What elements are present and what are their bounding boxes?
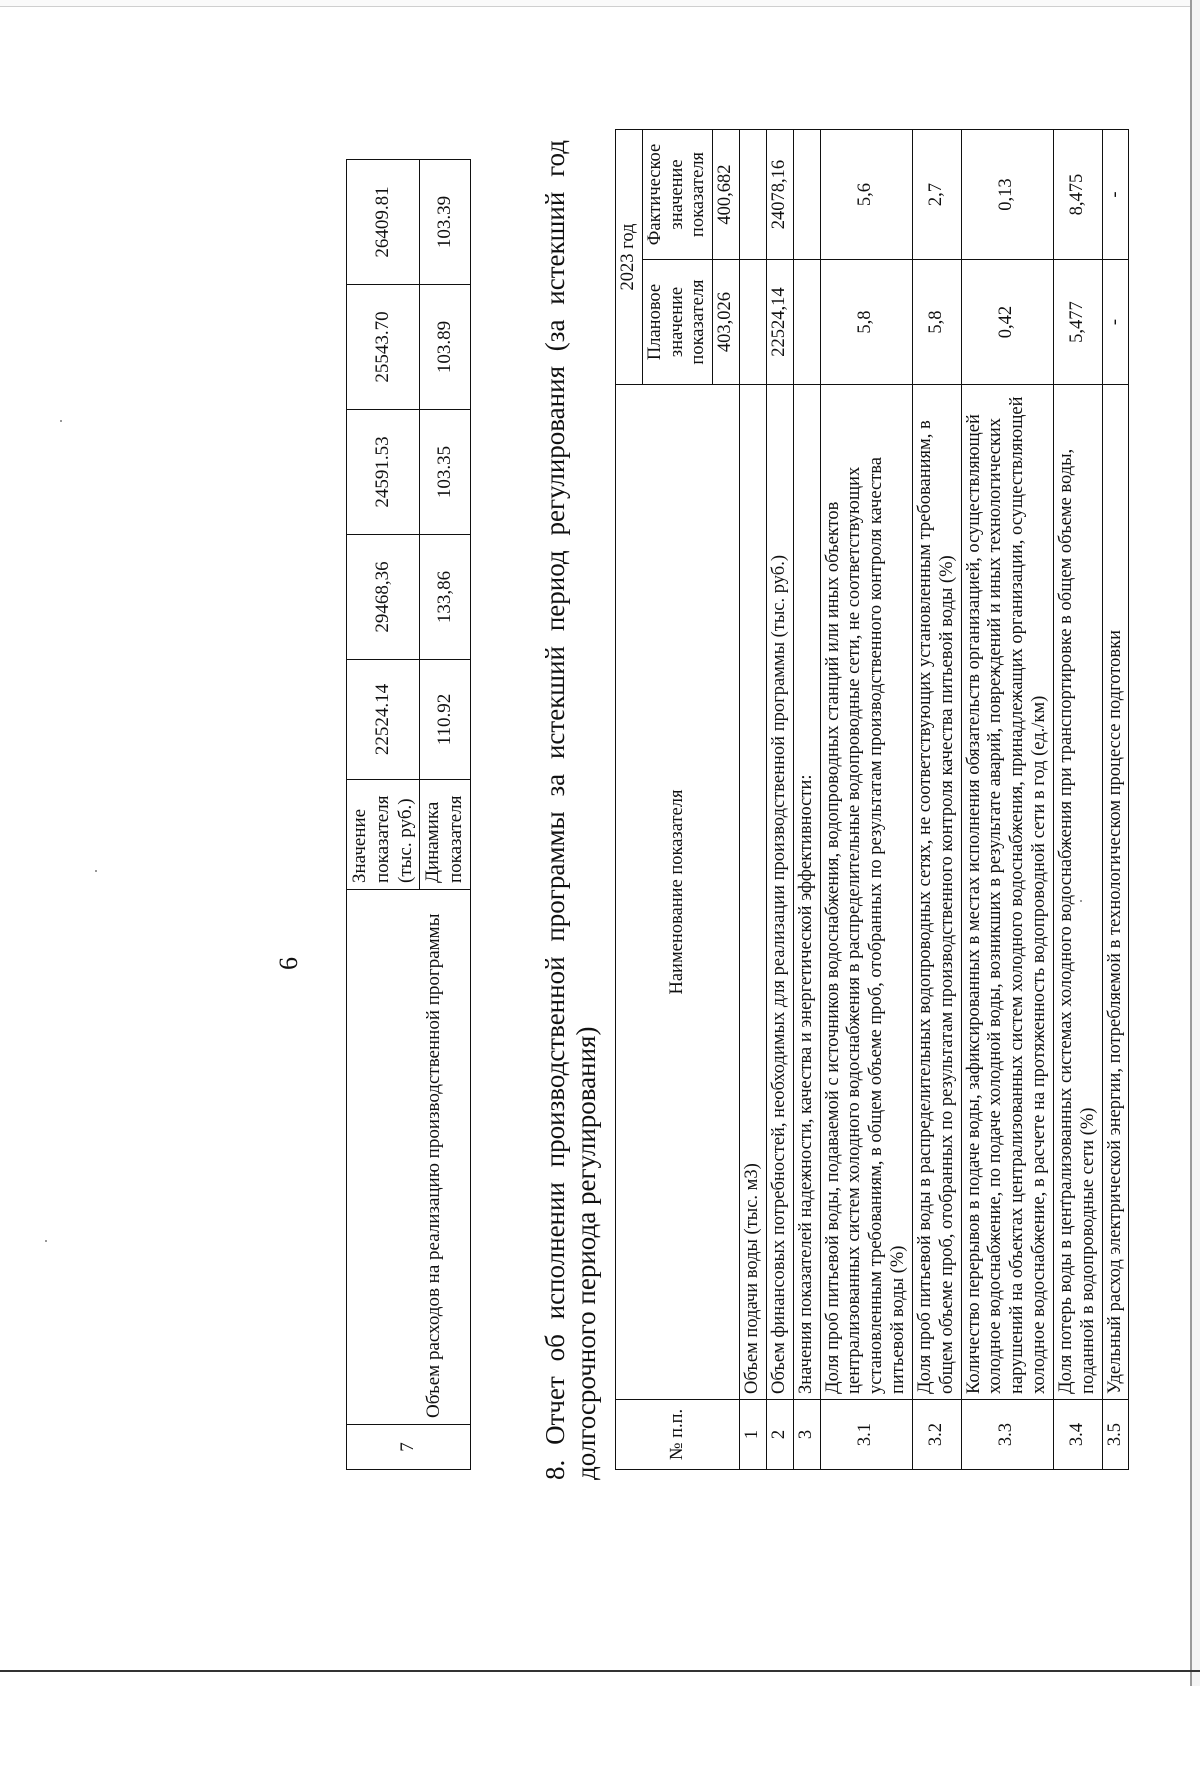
value-cell: 25543.70 xyxy=(347,285,420,410)
row-name: Доля проб питьевой воды, подаваемой с источников водоснабжения, водопроводных станций или иных объектов централизованных систем холодного водоснабжения в распределительные водопроводные сети, не соответствующих установленным требованиям, в общем объеме проб, отобранных по результатам производственного контроля качества питьевой воды (%) xyxy=(820,385,912,1400)
header-num: № п.п. xyxy=(616,1400,740,1470)
value-cell: 22524.14 xyxy=(347,660,420,780)
row-fact: 5,6 xyxy=(820,129,912,259)
row-plan: - xyxy=(1102,260,1129,385)
table-row xyxy=(1053,129,1102,1469)
row-num: 3.5 xyxy=(1102,1400,1129,1470)
row-num: 2 xyxy=(766,1400,793,1470)
scan-speck xyxy=(95,870,97,872)
row-num: 3.3 xyxy=(961,1400,1053,1470)
row-num: 1 xyxy=(740,1400,767,1470)
table-row xyxy=(1102,129,1129,1469)
row-plan: 5,8 xyxy=(912,260,961,385)
header-year: 2023 год xyxy=(616,129,643,384)
dynamics-cell: 103.39 xyxy=(420,160,471,285)
row-num: 3.2 xyxy=(912,1400,961,1470)
table-row xyxy=(740,129,767,1469)
header-plan-extra: 403,026 xyxy=(713,260,740,385)
header-fact: Фактическое значение показателя xyxy=(642,129,712,259)
report-header-row xyxy=(616,129,643,1469)
dynamics-label-cell: Динамика показателя xyxy=(420,780,471,890)
table-row xyxy=(961,129,1053,1469)
row-plan: 5,477 xyxy=(1053,260,1102,385)
expenses-table xyxy=(346,159,471,1470)
row-plan xyxy=(793,260,820,385)
table-row xyxy=(766,129,793,1469)
dynamics-cell: 110.92 xyxy=(420,660,471,780)
scan-speck xyxy=(45,1240,47,1242)
row-plan xyxy=(740,260,767,385)
expenses-row-label: Объем расходов на реализацию производственной программы xyxy=(347,890,471,1425)
row-name: Удельный расход электрической энергии, потребляемой в технологическом процессе подготовки xyxy=(1102,385,1129,1400)
row-name: Доля проб питьевой воды в распределительных водопроводных сетях, не соответствующих установленным требованиям, в общем объеме проб, отобранных по результатам производственного контроля качества питьевой воды (%) xyxy=(912,385,961,1400)
value-cell: 24591.53 xyxy=(347,410,420,535)
row-plan: 22524,14 xyxy=(766,260,793,385)
table-row xyxy=(912,129,961,1469)
row-fact: 2,7 xyxy=(912,129,961,259)
header-fact-extra: 400,682 xyxy=(713,129,740,259)
row-name: Объем финансовых потребностей, необходимых для реализации производственной программы (тыс. руб.) xyxy=(766,385,793,1400)
row-fact: 24078,16 xyxy=(766,129,793,259)
value-cell: 26409.81 xyxy=(347,160,420,285)
row-name: Доля потерь воды в централизованных системах холодного водоснабжения при транспортировке в общем объеме воды, поданной в водопроводные сети (%) xyxy=(1053,385,1102,1400)
header-name: Наименование показателя xyxy=(616,385,740,1400)
scan-top-edge xyxy=(0,0,1200,7)
dynamics-cell: 103.35 xyxy=(420,410,471,535)
row-fact xyxy=(793,129,820,259)
header-plan: Плановое значение показателя xyxy=(642,260,712,385)
row-name: Объем подачи воды (тыс. м3) xyxy=(740,385,767,1400)
rotated-document-page xyxy=(240,120,1200,1780)
dynamics-cell: 103.89 xyxy=(420,285,471,410)
row-num: 3.4 xyxy=(1053,1400,1102,1470)
row-fact: 0,13 xyxy=(961,129,1053,259)
row-fact: 8,475 xyxy=(1053,129,1102,259)
row-name: Количество перерывов в подаче воды, зафиксированных в местах исполнения обязательств организацией, осуществляющей холодное водоснабжение, по подаче холодной воды, возникших в результате аварий, повреждений и иных технологических нарушений на объектах централизованных систем холодного водоснабжения, принадлежащих организации, осуществляющей холодное водоснабжение, в расчете на протяженность водопроводной сети в год (ед./км) xyxy=(961,385,1053,1400)
row-plan: 5,8 xyxy=(820,260,912,385)
row-num: 3 xyxy=(793,1400,820,1470)
value-label-cell: Значение показателя (тыс. руб.) xyxy=(347,780,420,890)
value-cell: 29468,36 xyxy=(347,535,420,660)
dynamics-cell: 133,86 xyxy=(420,535,471,660)
row-fact: - xyxy=(1102,129,1129,259)
expenses-value-row xyxy=(347,160,420,1470)
report-table xyxy=(615,129,1129,1470)
section-heading: 8. Отчет об исполнении производственной программы за истекший период регулирования (за истекший год долгосрочного периода регулирования) xyxy=(540,140,602,1480)
table-row xyxy=(820,129,912,1469)
expenses-row-number: 7 xyxy=(347,1425,471,1470)
row-fact xyxy=(740,129,767,259)
page-number: 6 xyxy=(274,957,303,970)
row-num: 3.1 xyxy=(820,1400,912,1470)
row-plan: 0,42 xyxy=(961,260,1053,385)
table-row xyxy=(793,129,820,1469)
scan-speck xyxy=(60,420,62,422)
row-name: Значения показателей надежности, качества и энергетической эффективности: xyxy=(793,385,820,1400)
